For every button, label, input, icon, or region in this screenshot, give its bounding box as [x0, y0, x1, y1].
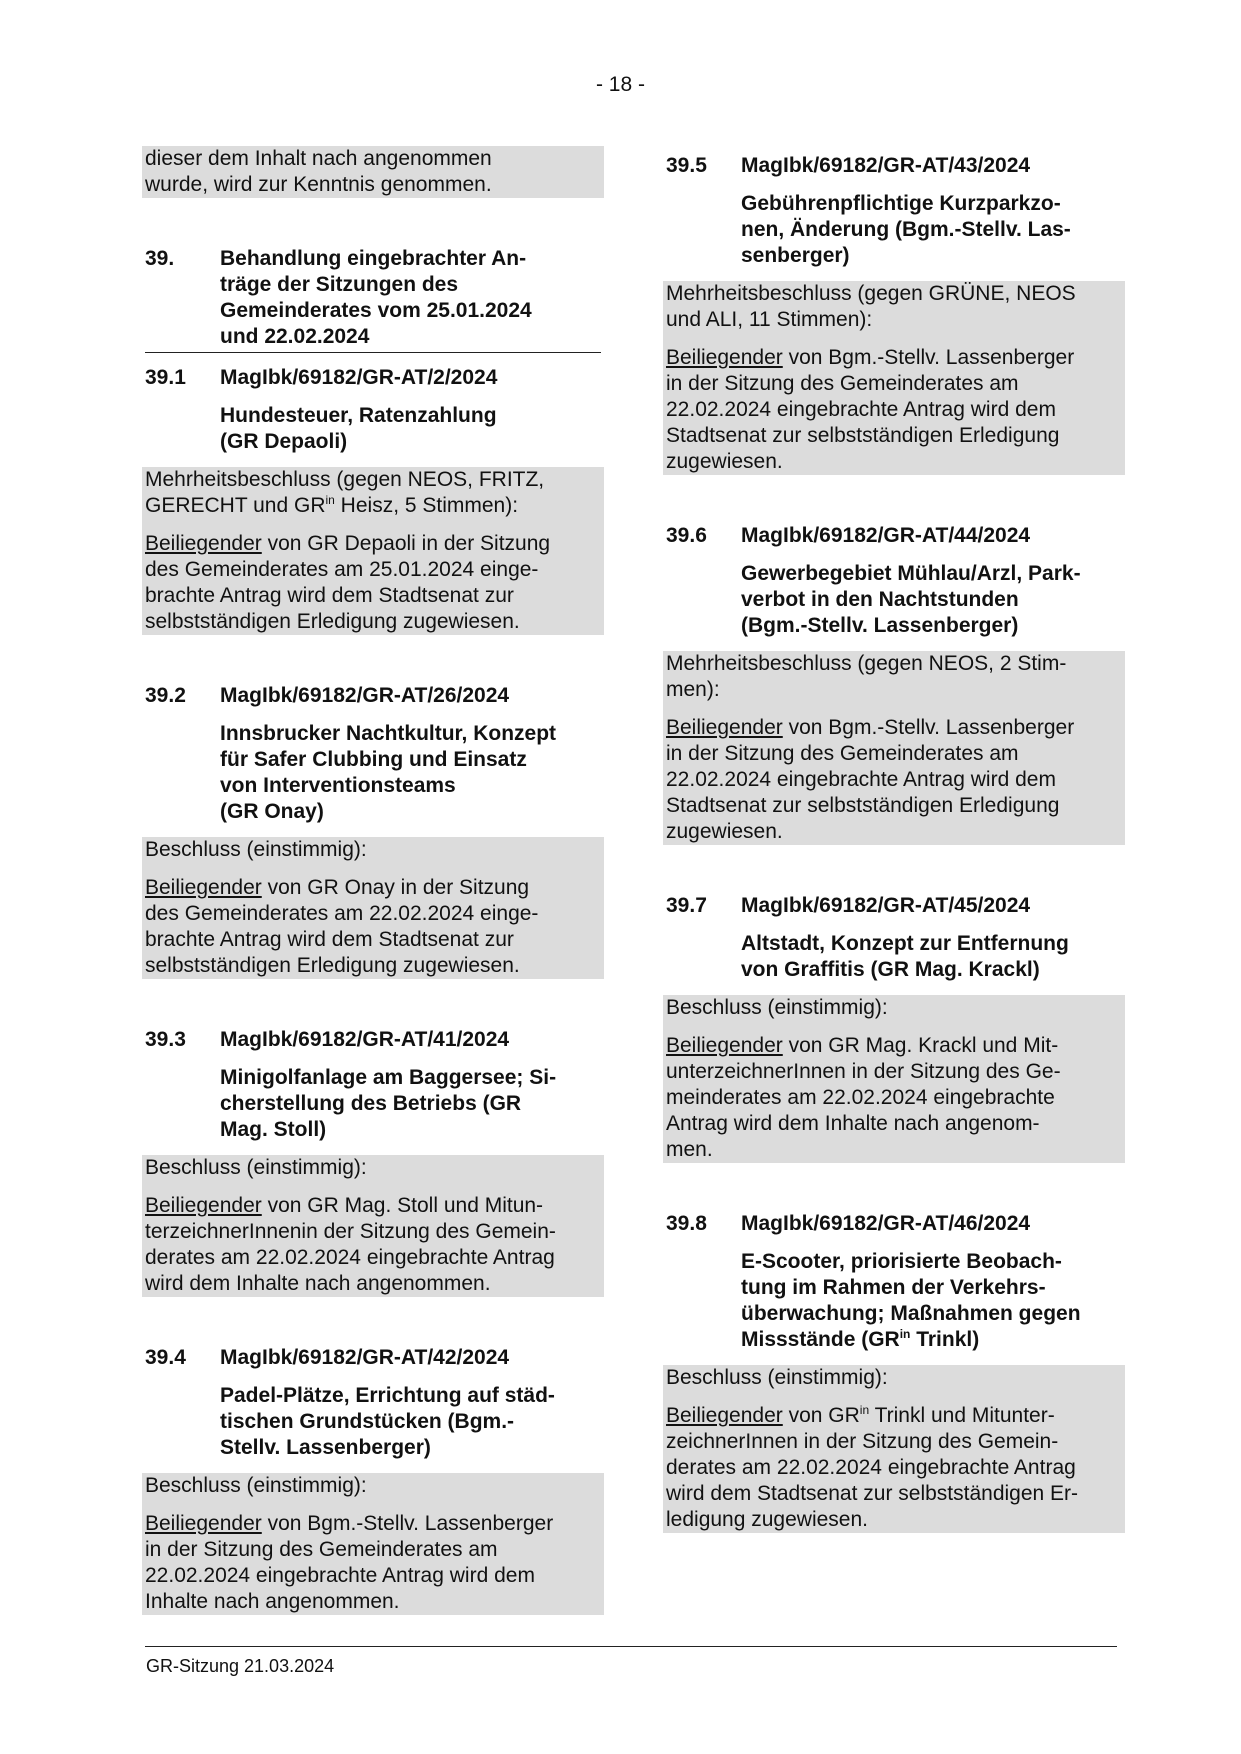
- item-decision-block: [142, 1155, 604, 1297]
- item-header: 39.4 MagIbk/69182/GR-AT/42/2024: [145, 1346, 510, 1369]
- item-title: Altstadt, Konzept zur Entfernung von Graffitis (GR Mag. Krackl): [741, 932, 1069, 981]
- footer-rule: [145, 1646, 1117, 1647]
- decision-line: Beschluss (einstimmig):: [666, 1366, 888, 1389]
- agenda-item-39-2: [145, 683, 601, 979]
- item-header: 39.3 MagIbk/69182/GR-AT/41/2024: [145, 1028, 510, 1051]
- item-decision-block: [663, 281, 1125, 475]
- decision-text: Beiliegender von GR Mag. Stoll und Mitun- terzeichnerInnenin der Sitzung des Gemein- derates am 22.02.2024 eingebrachte Antrag wird dem Inhalte nach angenommen.: [145, 1194, 556, 1295]
- decision-line: Mehrheitsbeschluss (gegen NEOS, FRITZ, GERECHT und $GR^{in}$ Heisz, 5 Stimmen):: [145, 468, 545, 517]
- decision-text: Beiliegender von Bgm.-Stellv. Lassenberger in der Sitzung des Gemeinderates am 22.02.2024 eingebrachte Antrag wird dem Stadtsenat zur selbstständigen Erledigung zugewiesen.: [666, 346, 1075, 473]
- item-title: Hundesteuer, Ratenzahlung (GR Depaoli): [220, 404, 497, 453]
- item-title: Innsbrucker Nachtkultur, Konzept für Safer Clubbing und Einsatz von Interventionsteams (GR Onay): [220, 722, 557, 823]
- footer-text: GR-Sitzung 21.03.2024: [146, 1656, 335, 1676]
- decision-text: Beiliegender von Bgm.-Stellv. Lassenberger in der Sitzung des Gemeinderates am 22.02.2024 eingebrachte Antrag wird dem Stadtsenat zur selbstständigen Erledigung zugewiesen.: [666, 716, 1075, 843]
- item-header: 39.7 MagIbk/69182/GR-AT/45/2024: [666, 894, 1031, 917]
- item-decision-block: [142, 837, 604, 979]
- decision-line: Mehrheitsbeschluss (gegen GRÜNE, NEOS und ALI, 11 Stimmen):: [666, 282, 1076, 331]
- decision-text: Beiliegender von Bgm.-Stellv. Lassenberger in der Sitzung des Gemeinderates am 22.02.2024 eingebrachte Antrag wird dem Inhalte nach angenommen.: [145, 1512, 554, 1613]
- agenda-item-39-5: [666, 153, 1122, 475]
- item-decision-block: [142, 1473, 604, 1615]
- item-decision-block: [663, 1365, 1125, 1533]
- item-decision-block: [663, 651, 1125, 845]
- decision-text: Beiliegender von GR Mag. Krackl und Mit- unterzeichnerInnen in der Sitzung des Ge- meinderates am 22.02.2024 eingebrachte Antrag wird dem Inhalte nach angenom- men.: [666, 1034, 1061, 1161]
- item-header: 39.1 MagIbk/69182/GR-AT/2/2024: [145, 366, 498, 389]
- agenda-item-39-7: [666, 893, 1122, 1163]
- item-decision-block: [663, 995, 1125, 1163]
- decision-line: Beschluss (einstimmig):: [145, 1474, 367, 1497]
- item-title: Gewerbegebiet Mühlau/Arzl, Park- verbot in den Nachtstunden (Bgm.-Stellv. Lassenberger): [741, 562, 1081, 637]
- page-number: - 18 -: [595, 73, 645, 96]
- item-header: 39.8 MagIbk/69182/GR-AT/46/2024: [666, 1212, 1031, 1235]
- decision-line: Beschluss (einstimmig):: [666, 996, 888, 1019]
- item-title: Minigolfanlage am Baggersee; Si- cherstellung des Betriebs (GR Mag. Stoll): [220, 1066, 557, 1141]
- agenda-item-39-6: [666, 523, 1122, 845]
- right-column: [666, 153, 1122, 1533]
- item-header: 39.5 MagIbk/69182/GR-AT/43/2024: [666, 154, 1031, 177]
- item-title: E-Scooter, priorisierte Beobach- tung im Rahmen der Verkehrs- überwachung; Maßnahmen gegen Missstände ($GR^{in}$ Trinkl): [741, 1250, 1081, 1351]
- decision-text: Beiliegender von GR Depaoli in der Sitzung des Gemeinderates am 25.01.2024 einge- brachte Antrag wird dem Stadtsenat zur selbstständigen Erledigung zugewiesen.: [145, 532, 551, 633]
- decision-line: Mehrheitsbeschluss (gegen NEOS, 2 Stim- men):: [666, 652, 1067, 701]
- item-header: 39.2 MagIbk/69182/GR-AT/26/2024: [145, 684, 510, 707]
- item-decision-block: [142, 467, 604, 635]
- decision-line: Beschluss (einstimmig):: [145, 1156, 367, 1179]
- item-title: Padel-Plätze, Errichtung auf städ- tischen Grundstücken (Bgm.- Stellv. Lassenberger): [220, 1384, 555, 1459]
- agenda-heading-39: 39. Behandlung eingebrachter An- träge der Sitzungen des Gemeinderates vom 25.01.2024 und 22.02.2024: [145, 246, 601, 353]
- item-header: 39.6 MagIbk/69182/GR-AT/44/2024: [666, 524, 1031, 547]
- agenda-item-39-3: [145, 1027, 601, 1297]
- decision-text: Beiliegender von $GR^{in}$ Trinkl und Mitunter- zeichnerInnen in der Sitzung des Gemein- derates am 22.02.2024 eingebrachte Antrag wird dem Stadtsenat zur selbstständigen Er- ledigung zugewiesen.: [666, 1403, 1079, 1531]
- agenda-item-39-1: [145, 365, 601, 635]
- item-title: Gebührenpflichtige Kurzparkzo- nen, Änderung (Bgm.-Stellv. Las- senberger): [741, 192, 1071, 267]
- agenda-item-39-8: [666, 1211, 1122, 1533]
- decision-line: Beschluss (einstimmig):: [145, 838, 367, 861]
- carryover-text: dieser dem Inhalt nach angenommen wurde, wird zur Kenntnis genommen.: [142, 146, 604, 198]
- decision-text: Beiliegender von GR Onay in der Sitzung des Gemeinderates am 22.02.2024 einge- brachte Antrag wird dem Stadtsenat zur selbstständigen Erledigung zugewiesen.: [145, 876, 539, 977]
- agenda-item-39-4: [145, 1345, 601, 1615]
- left-column: [145, 146, 601, 1615]
